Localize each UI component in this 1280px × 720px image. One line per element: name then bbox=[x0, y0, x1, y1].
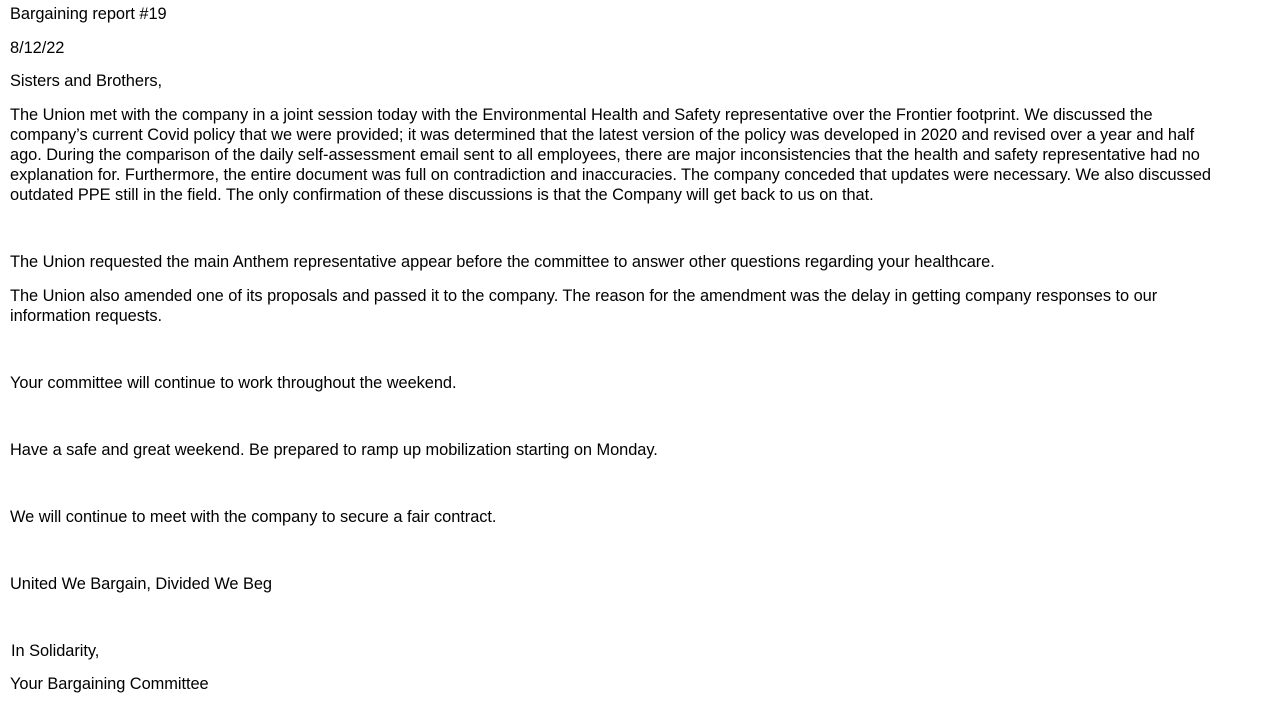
document-date: 8/12/22 bbox=[10, 39, 65, 57]
paragraph-mobilization: Have a safe and great weekend. Be prepared to ramp up mobilization starting on Monday. bbox=[10, 441, 658, 459]
paragraph-fair-contract: We will continue to meet with the company to secure a fair contract. bbox=[10, 508, 497, 526]
signature: Your Bargaining Committee bbox=[10, 675, 209, 693]
paragraph-line: The Union also amended one of its proposals and passed it to the company. The reason for the amendment was the delay in getting company responses to our bbox=[10, 287, 1158, 305]
salutation: Sisters and Brothers, bbox=[10, 72, 162, 90]
paragraph-weekend-work: Your committee will continue to work throughout the weekend. bbox=[10, 374, 457, 392]
paragraph-line: information requests. bbox=[10, 307, 163, 325]
paragraph-covid-policy bbox=[10, 105, 1274, 205]
paragraph-line: ago. During the comparison of the daily self-assessment email sent to all employees, there are major inconsistencies that the health and safety representative had no bbox=[10, 146, 1200, 164]
paragraph-line: company’s current Covid policy that we were provided; it was determined that the latest version of the policy was developed in 2020 and revised over a year and half bbox=[10, 126, 1195, 144]
paragraph-line: outdated PPE still in the field. The only confirmation of these discussions is that the Company will get back to us on that. bbox=[10, 186, 874, 204]
paragraph-line: explanation for. Furthermore, the entire document was full on contradiction and inaccuracies. The company conceded that updates were necessary. We also discussed bbox=[10, 166, 1211, 184]
closing: In Solidarity, bbox=[11, 642, 100, 660]
document-title: Bargaining report #19 bbox=[10, 5, 167, 23]
paragraph-line: The Union met with the company in a joint session today with the Environmental Health and Safety representative over the Frontier footprint. We discussed the bbox=[10, 106, 1153, 124]
paragraph-anthem: The Union requested the main Anthem representative appear before the committee to answer other questions regarding your healthcare. bbox=[10, 253, 995, 271]
motto: United We Bargain, Divided We Beg bbox=[10, 575, 272, 593]
paragraph-amendment bbox=[10, 286, 1274, 326]
